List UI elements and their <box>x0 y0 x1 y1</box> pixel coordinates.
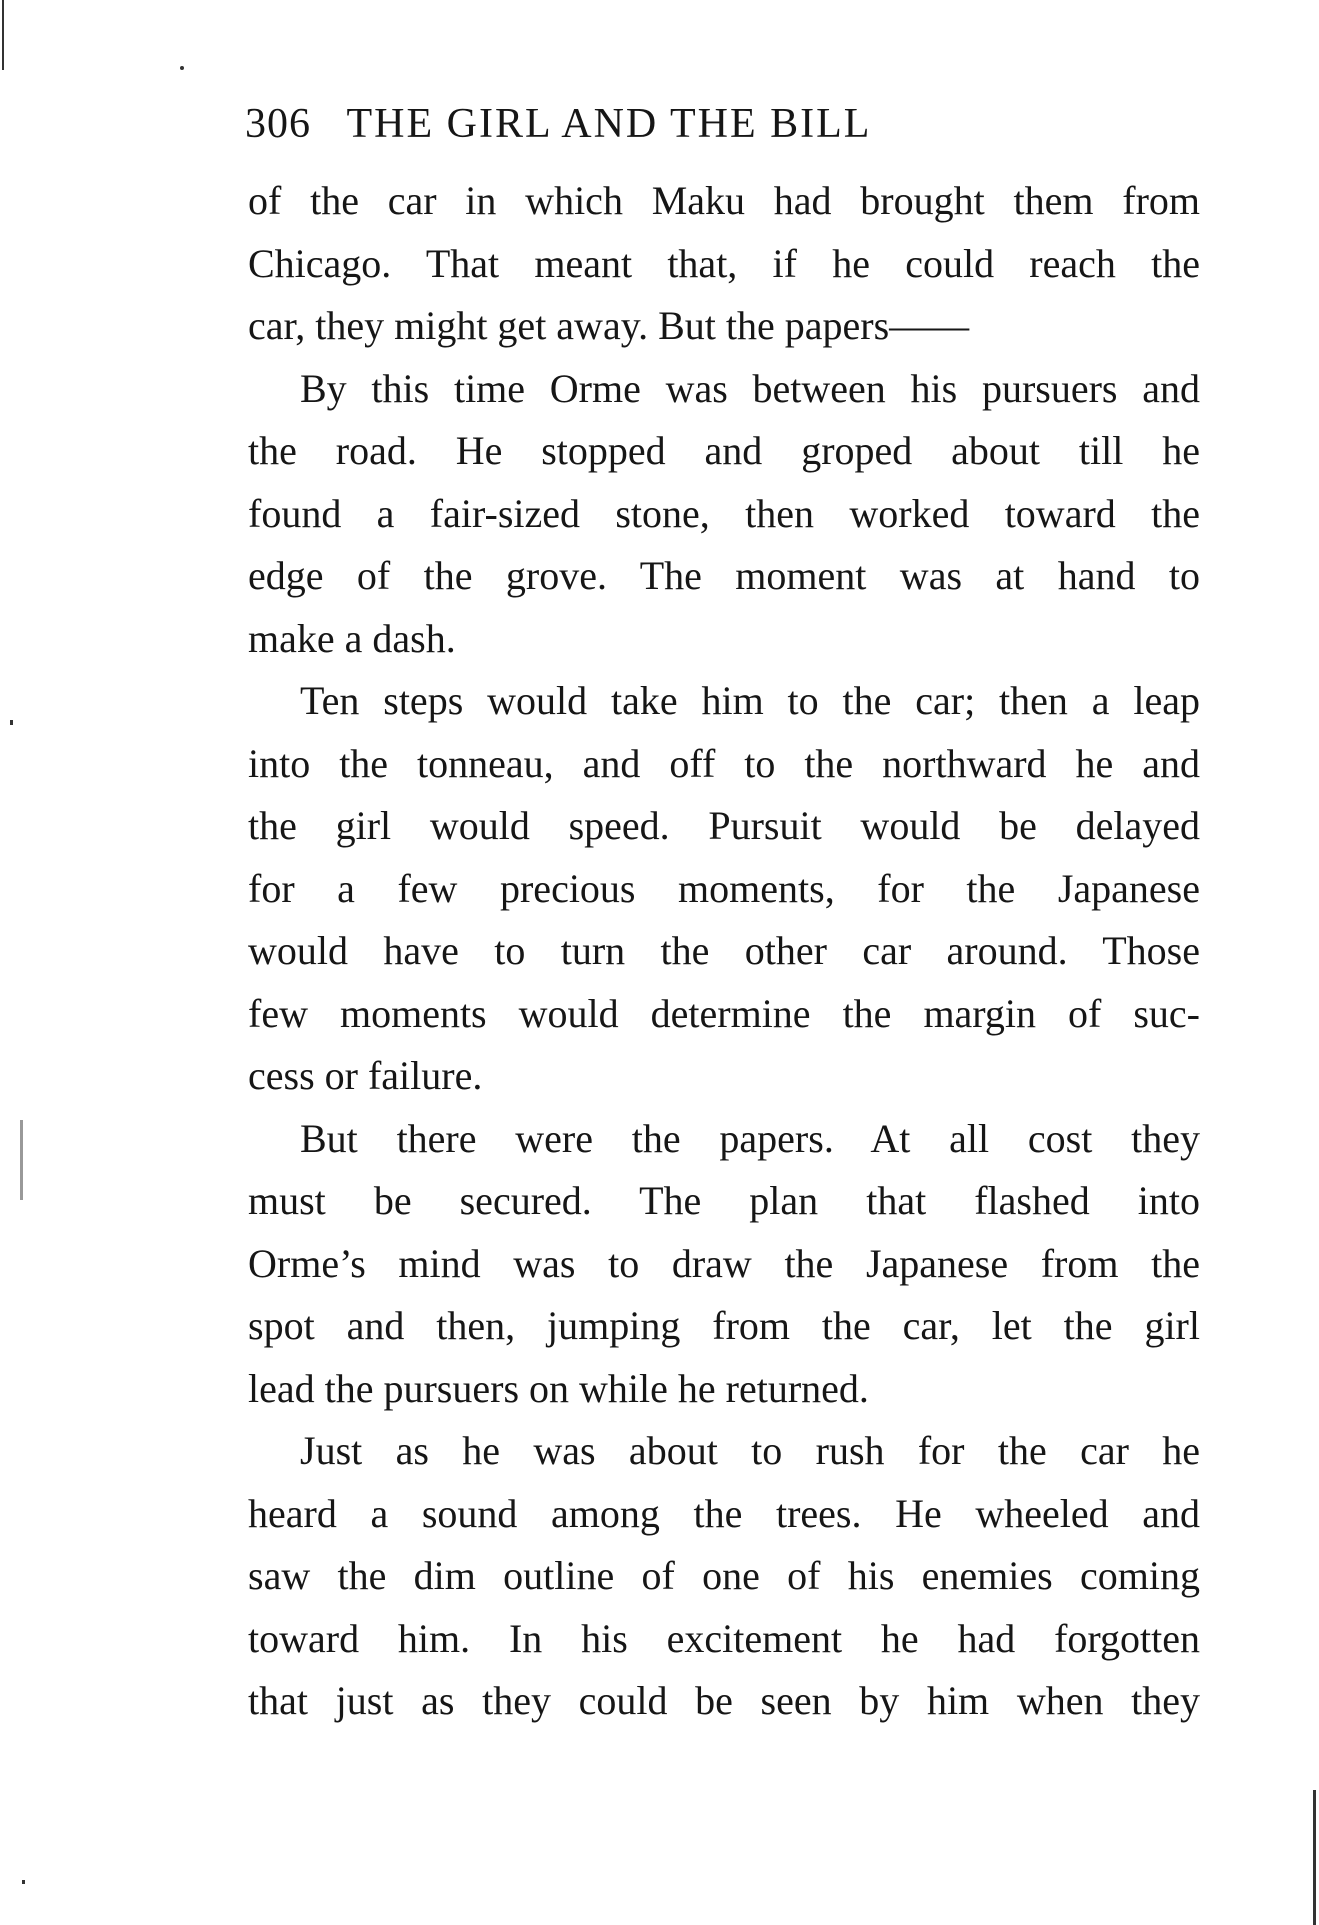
text-line: that just as they could be seen by him when they <box>248 1678 1200 1723</box>
text-line: make a dash. <box>248 615 456 661</box>
text-line: the girl would speed. Pursuit would be delayed <box>248 803 1200 848</box>
text-line: Chicago. That meant that, if he could reach the <box>248 240 1200 286</box>
body-text <box>248 170 1200 1733</box>
text-line: toward him. In his excitement he had forgotten <box>248 1615 1200 1661</box>
text-line: saw the dim outline of one of his enemies coming <box>248 1553 1200 1598</box>
text-line: must be secured. The plan that flashed into <box>248 1178 1200 1223</box>
text-line: into the tonneau, and off to the northward he and <box>248 740 1200 786</box>
running-header <box>245 100 1075 160</box>
text-line: cess or failure. <box>248 1053 483 1098</box>
text-line: Orme’s mind was to draw the Japanese from the <box>248 1240 1200 1286</box>
text-line: car, they might get away. But the papers—— <box>248 303 970 348</box>
text-line: edge of the grove. The moment was at hand to <box>248 553 1200 598</box>
page-number: 306 <box>245 101 311 147</box>
text-line: would have to turn the other car around. Those <box>248 928 1200 973</box>
scan-speck <box>20 1120 23 1200</box>
text-line: the road. He stopped and groped about till he <box>248 428 1200 473</box>
text-line: for a few precious moments, for the Japanese <box>248 865 1200 911</box>
scan-edge-mark-top-left <box>2 0 4 70</box>
scan-speck <box>22 1880 25 1884</box>
running-title: THE GIRL AND THE BILL <box>346 101 872 147</box>
text-line: spot and then, jumping from the car, let the girl <box>248 1303 1200 1348</box>
text-line: Ten steps would take him to the car; then a leap <box>300 678 1200 723</box>
text-line: By this time Orme was between his pursuers and <box>300 365 1200 411</box>
text-line: lead the pursuers on while he returned. <box>248 1365 869 1411</box>
text-line: of the car in which Maku had brought them from <box>248 178 1200 223</box>
text-line: found a fair-sized stone, then worked toward the <box>248 490 1200 536</box>
scan-speck <box>10 720 13 725</box>
scan-edge-mark-bottom-right <box>1313 1790 1316 1925</box>
text-line: few moments would determine the margin of suc- <box>248 990 1200 1036</box>
scan-speck <box>180 66 184 70</box>
text-line: But there were the papers. At all cost they <box>300 1115 1200 1161</box>
text-line: Just as he was about to rush for the car he <box>300 1428 1200 1473</box>
text-line: heard a sound among the trees. He wheeled and <box>248 1490 1200 1536</box>
